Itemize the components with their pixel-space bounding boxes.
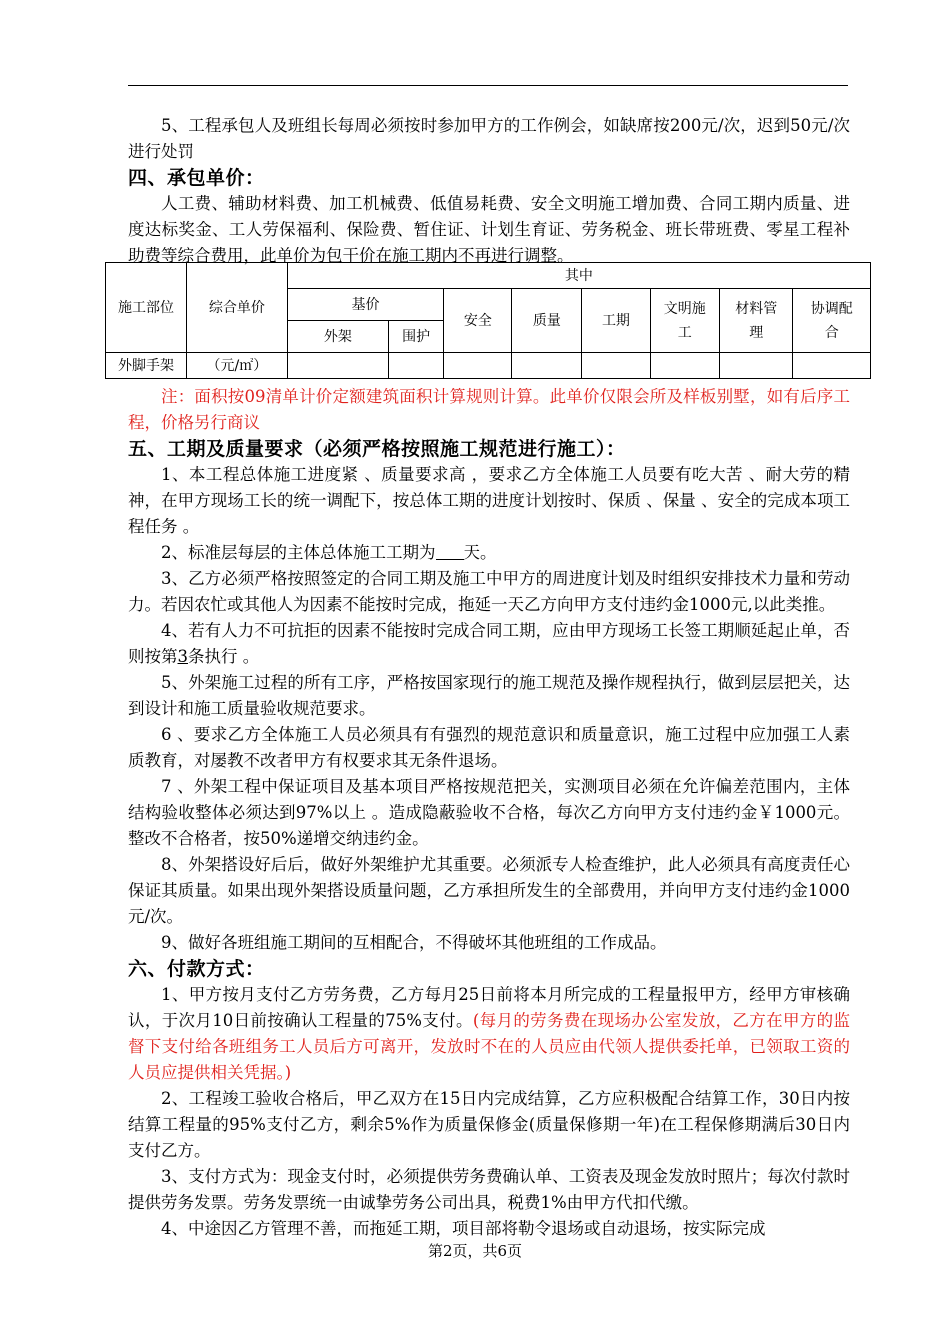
th-material: 材料管理	[719, 289, 792, 353]
section-6-item-3: 3、支付方式为：现金支付时，必须提供劳务费确认单、工资表及现金发放时照片；每次付款时提供劳务发票。劳务发票统一由诚挚劳务公司出具，税费1%由甲方代扣代缴。	[128, 1167, 850, 1212]
item-2-text-a: 2、标准层每层的主体总体施工工期为	[161, 543, 436, 562]
section-6-item-1	[128, 982, 850, 1086]
section-6-item-4: 4、中途因乙方管理不善，而拖延工期，项目部将勒令退场或自动退场，按实际完成	[161, 1219, 766, 1238]
section-4-paragraph: 人工费、辅助材料费、加工机械费、低值易耗费、安全文明施工增加费、合同工期内质量、进度达标奖金、工人劳保福利、保险费、暂住证、计划生育证、劳务税金、班长带班费、零星工程补助费等综合费用，此单价为包干价在施工期内不再进行调整。	[128, 194, 850, 265]
cell-guard	[388, 353, 443, 379]
header-rule	[128, 85, 848, 86]
cell-part: 外脚手架	[106, 353, 187, 379]
unit-price-table	[105, 262, 871, 379]
cell-outer	[287, 353, 388, 379]
th-base: 基价	[287, 289, 443, 321]
item-4-text-a: 4、若有人力不可抗拒的因素不能按时完成合同工期，应由甲方现场工长签工期顺延起止单，否则按第	[128, 621, 850, 666]
th-among: 其中	[287, 263, 870, 289]
th-part: 施工部位	[106, 263, 187, 353]
section-5-item-2	[128, 540, 850, 566]
section-6-heading: 六、付款方式：	[128, 958, 265, 980]
th-safety: 安全	[444, 289, 512, 353]
section-4-heading: 四、承包单价：	[128, 167, 265, 189]
th-unit-price: 综合单价	[186, 263, 287, 353]
section-5-item-4	[128, 618, 850, 670]
item-1-text: 1、甲方按月支付乙方劳务费，乙方每月25日前将本月所完成的工程量报甲方，经甲方审核确认，于次月10日前按确认工程量的75%支付。	[128, 985, 850, 1030]
item-4-text-b: 条执行 。	[188, 647, 260, 666]
cell-safety	[444, 353, 512, 379]
main-content	[128, 436, 850, 1242]
cell-period	[582, 353, 650, 379]
cell-unit: （元/㎡）	[186, 353, 287, 379]
th-period: 工期	[582, 289, 650, 353]
th-outer: 外架	[287, 321, 388, 353]
table-note	[128, 384, 850, 436]
section-5-item-3: 3、乙方必须严格按照签定的合同工期及施工中甲方的周进度计划及时组织安排技术力量和劳动力。若因农忙或其他人为因素不能按时完成，拖延一天乙方向甲方支付违约金1000元,以此类推。	[128, 569, 850, 614]
item-4-clause-number: 3	[177, 647, 188, 666]
th-coord: 协调配合	[793, 289, 871, 353]
section-5-item-6: 6 、要求乙方全体施工人员必须具有有强烈的规范意识和质量意识，施工过程中应加强工人素质教育，对屡教不改者甲方有权要求其无条件退场。	[128, 725, 850, 770]
clause-5-attendance: 5、工程承包人及班组长每周必须按时参加甲方的工作例会，如缺席按200元/次，迟到50元/次进行处罚	[128, 116, 850, 161]
section-5-item-1: 1、本工程总体施工进度紧 、质量要求高 ，要求乙方全体施工人员要有吃大苦 、耐大劳的精神，在甲方现场工长的统一调配下，按总体工期的进度计划按时、保质 、保量 、安全的完成本项工程任务 。	[128, 465, 850, 536]
item-2-text-b: 天。	[463, 543, 497, 562]
top-content	[128, 113, 850, 269]
cell-quality	[512, 353, 582, 379]
page-footer: 第2页，共6页	[427, 1242, 523, 1260]
days-blank	[436, 541, 464, 560]
section-5-heading: 五、工期及质量要求（必须严格按照施工规范进行施工）：	[128, 438, 626, 460]
cell-material	[719, 353, 792, 379]
th-civil: 文明施工	[650, 289, 719, 353]
section-5-item-5: 5、外架施工过程的所有工序，严格按国家现行的施工规范及操作规程执行，做到层层把关，达到设计和施工质量验收规范要求。	[128, 673, 850, 718]
section-5-item-8: 8、外架搭设好后后，做好外架维护尤其重要。必须派专人检查维护，此人必须具有高度责任心保证其质量。如果出现外架搭设质量问题，乙方承担所发生的全部费用，并向甲方支付违约金1000元/次。	[128, 855, 850, 926]
cell-civil	[650, 353, 719, 379]
th-quality: 质量	[512, 289, 582, 353]
cell-coord	[793, 353, 871, 379]
section-6-item-2: 2、工程竣工验收合格后，甲乙双方在15日内完成结算，乙方应积极配合结算工作，30日内按结算工程量的95%支付乙方，剩余5%作为质量保修金(质量保修期一年)在工程保修期满后30日内支付乙方。	[128, 1089, 850, 1160]
item-1-red-note: (每月的劳务费在现场办公室发放，乙方在甲方的监督下支付给各班组务工人员后方可离开，发放时不在的人员应由代领人提供委托单，已领取工资的人员应提供相关凭据。)	[128, 1011, 851, 1082]
note-text: 注：面积按09清单计价定额建筑面积计算规则计算。此单价仅限会所及样板别墅，如有后序工程，价格另行商议	[128, 387, 850, 432]
th-guard: 围护	[388, 321, 443, 353]
section-5-item-9: 9、做好各班组施工期间的互相配合，不得破坏其他班组的工作成品。	[161, 933, 667, 952]
section-5-item-7: 7 、外架工程中保证项目及基本项目严格按规范把关，实测项目必须在允许偏差范围内，主体结构验收整体必须达到97%以上 。造成隐蔽验收不合格，每次乙方向甲方支付违约金￥1000元。整改不合格者，按50%递增交纳违约金。	[128, 777, 850, 848]
